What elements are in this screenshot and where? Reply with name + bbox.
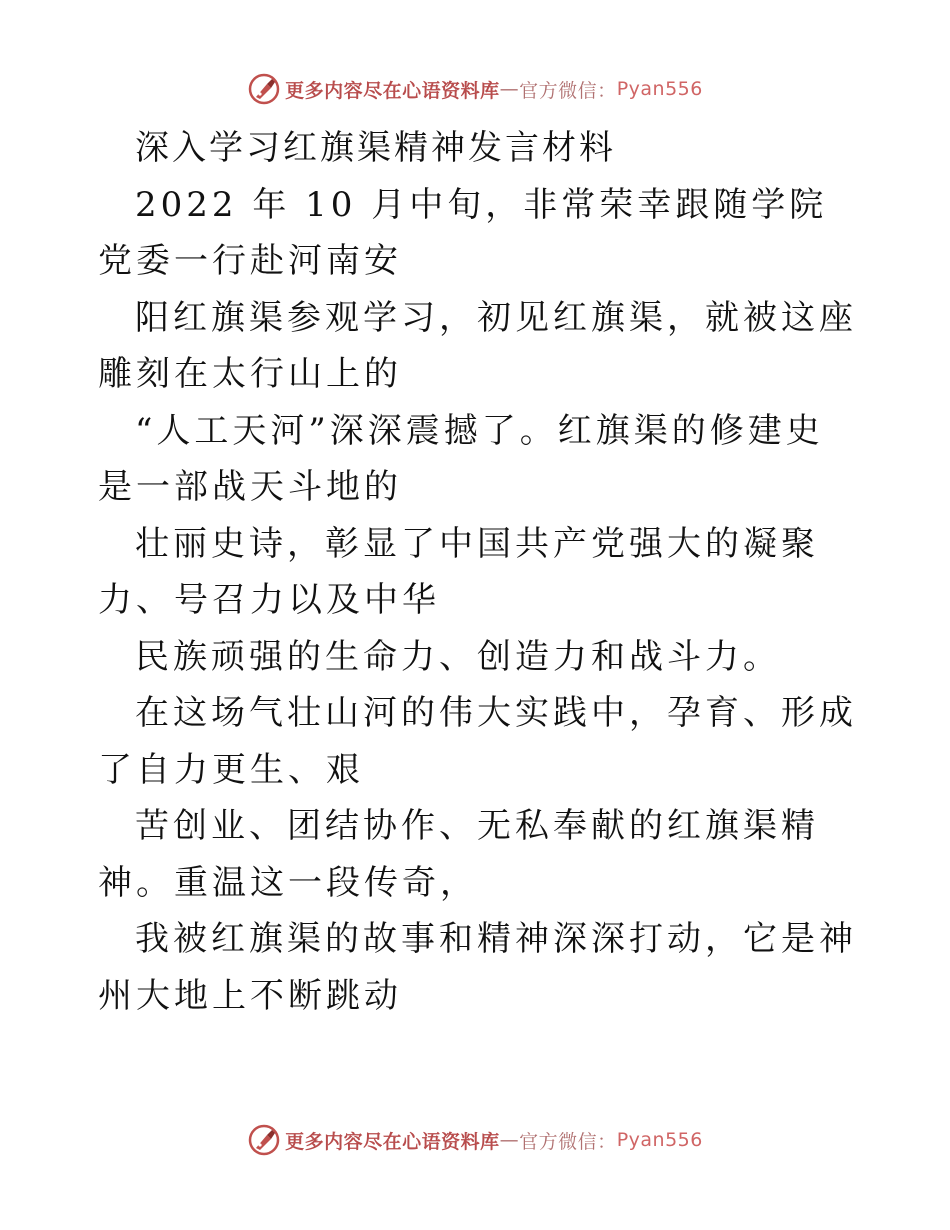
watermark-separator: — [499,1129,520,1151]
watermark-separator: — [499,78,520,100]
paragraph: 民族顽强的生命力、创造力和战斗力。 [135,636,781,677]
pen-nib-logo-icon [247,72,281,106]
watermark-wechat-id: Pyan556 [616,1129,703,1151]
watermark-wechat-label: 官方微信： [519,1130,617,1153]
paragraph: 壮丽史诗，彰显了中国共产党强大的凝聚力、号召力以及中华 [98,523,819,620]
footer-watermark [0,1123,950,1157]
pen-nib-logo-icon [247,1123,281,1157]
paragraph: 阳红旗渠参观学习，初见红旗渠，就被这座雕刻在太行山上的 [98,297,857,394]
paragraph: 2022 年 10 月中旬，非常荣幸跟随学院党委一行赴河南安 [98,184,828,281]
paragraph: 在这场气壮山河的伟大实践中，孕育、形成了自力更生、艰 [98,693,857,790]
watermark-site: 更多内容尽在心语资料库 [285,1130,500,1153]
paragraph: 我被红旗渠的故事和精神深深打动，它是神州大地上不断跳动 [98,919,857,1016]
watermark-wechat-id: Pyan556 [616,78,703,100]
paragraph: 苦创业、团结协作、无私奉献的红旗渠精神。重温这一段传奇， [98,806,819,903]
document-body [98,120,858,1024]
watermark-wechat-label: 官方微信： [519,79,617,102]
paragraph: “人工天河”深深震撼了。红旗渠的修建史是一部战天斗地的 [98,410,824,507]
document-title: 深入学习红旗渠精神发言材料 [135,128,616,168]
header-watermark [0,72,950,106]
watermark-site: 更多内容尽在心语资料库 [285,79,500,102]
